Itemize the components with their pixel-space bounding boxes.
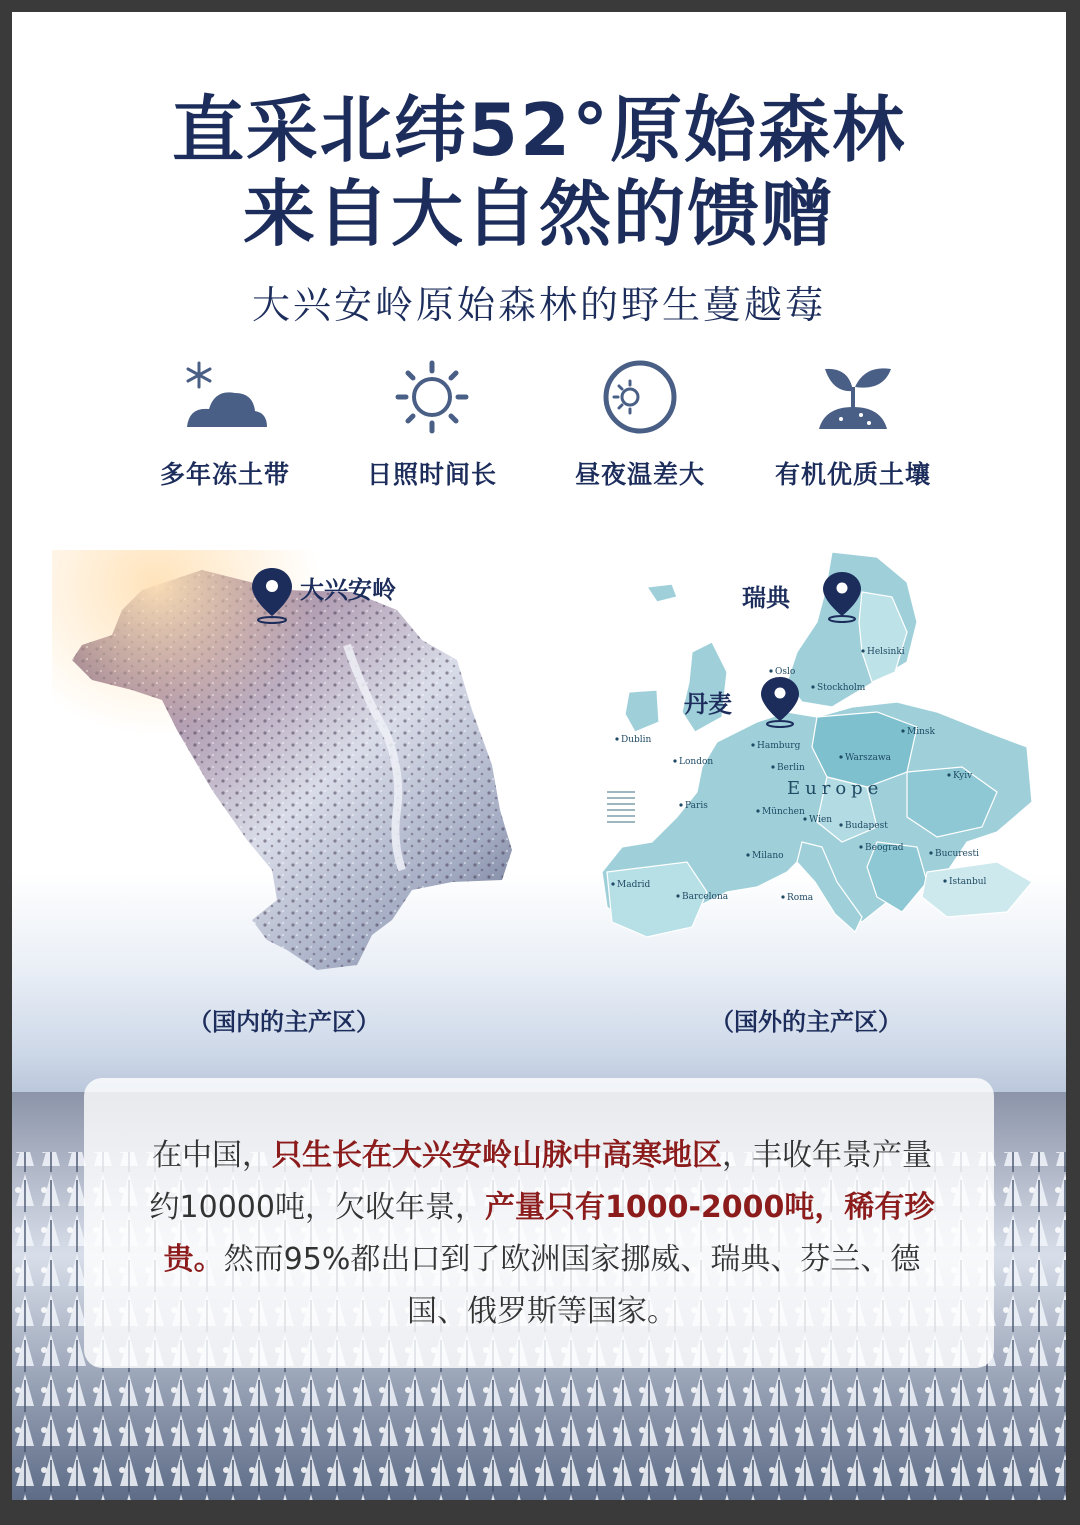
day-night-icon — [590, 357, 690, 437]
europe-map — [577, 542, 1037, 962]
city-label: Roma — [787, 893, 814, 903]
city-dot — [839, 755, 842, 758]
description-text — [142, 1130, 942, 1338]
city-label: Warszawa — [845, 753, 891, 763]
city-dot — [679, 803, 682, 806]
europe-region-label: Europe — [787, 778, 884, 799]
city-label: Oslo — [775, 667, 796, 677]
city-dot — [746, 853, 749, 856]
city-dot — [943, 879, 946, 882]
city-dot — [947, 773, 950, 776]
feature-soil — [748, 357, 958, 491]
headline-line-2: 来自大自然的馈赠 — [242, 172, 835, 256]
city-label: London — [679, 757, 714, 767]
caption-foreign: （国外的主产区） — [710, 1008, 902, 1036]
description-highlight-1: 只生长在大兴安岭山脉中高寒地区 — [272, 1138, 722, 1173]
city-dot — [861, 649, 864, 652]
city-dot — [781, 895, 784, 898]
city-label: Istanbul — [949, 877, 987, 887]
city-dot — [751, 743, 754, 746]
feature-sunshine — [327, 357, 537, 491]
city-label: Paris — [685, 801, 708, 811]
caption-domestic: （国内的主产区） — [188, 1008, 380, 1036]
city-label: Barcelona — [682, 892, 729, 902]
city-label: Wien — [809, 815, 833, 825]
city-dot — [839, 823, 842, 826]
feature-label-soil: 有机优质土壤 — [774, 460, 931, 489]
city-dot — [615, 737, 618, 740]
poster — [12, 12, 1066, 1500]
sun-icon — [382, 357, 482, 437]
feature-label-temperature: 昼夜温差大 — [574, 460, 705, 489]
pin-label-khingan: 大兴安岭 — [300, 576, 396, 604]
city-label: Beograd — [865, 843, 904, 853]
sprout-soil-icon — [803, 357, 903, 437]
city-label: Helsinki — [867, 647, 905, 657]
city-dot — [929, 851, 932, 854]
city-dot — [673, 759, 676, 762]
city-label: Kyiv — [953, 771, 973, 781]
greater-khingan-map — [52, 550, 522, 980]
city-label: Stockholm — [817, 683, 866, 693]
description-card — [84, 1078, 994, 1368]
subtitle: 大兴安岭原始森林的野生蔓越莓 — [251, 283, 826, 327]
map-legend — [605, 787, 645, 823]
snow-cloud-icon — [175, 357, 275, 437]
pin-label-denmark: 丹麦 — [684, 690, 732, 718]
headline-line-1: 直采北纬52°原始森林 — [171, 88, 907, 172]
city-label: Milano — [752, 851, 784, 861]
city-label: Dublin — [621, 735, 652, 745]
description-highlight-2: 产量只有1000-2000吨，稀有珍贵。 — [163, 1190, 935, 1277]
city-dot — [769, 669, 772, 672]
feature-temperature — [535, 357, 745, 491]
city-dot — [859, 845, 862, 848]
city-label: Hamburg — [757, 741, 801, 751]
city-dot — [676, 894, 679, 897]
feature-label-permafrost: 多年冻土带 — [159, 460, 290, 489]
city-dot — [901, 729, 904, 732]
city-dot — [771, 765, 774, 768]
city-dot — [811, 685, 814, 688]
city-dot — [803, 817, 806, 820]
description-part-1: 在中国， — [152, 1138, 272, 1173]
city-dot — [756, 809, 759, 812]
city-label: Madrid — [617, 880, 651, 890]
feature-label-sunshine: 日照时间长 — [366, 460, 497, 489]
city-dot — [611, 882, 614, 885]
description-part-2: ，丰收年景产量约10000吨，欠收年景， — [149, 1138, 932, 1225]
city-label: Berlin — [777, 763, 805, 773]
city-label: Budapest — [845, 821, 888, 831]
city-label: München — [762, 807, 805, 817]
pin-label-sweden: 瑞典 — [742, 584, 790, 612]
city-label: Minsk — [907, 727, 935, 737]
description-part-3: 然而95%都出口到了欧洲国家挪威、瑞典、芬兰、德国、俄罗斯等国家。 — [223, 1242, 921, 1329]
feature-permafrost — [120, 357, 330, 491]
city-label: Bucuresti — [935, 849, 979, 859]
